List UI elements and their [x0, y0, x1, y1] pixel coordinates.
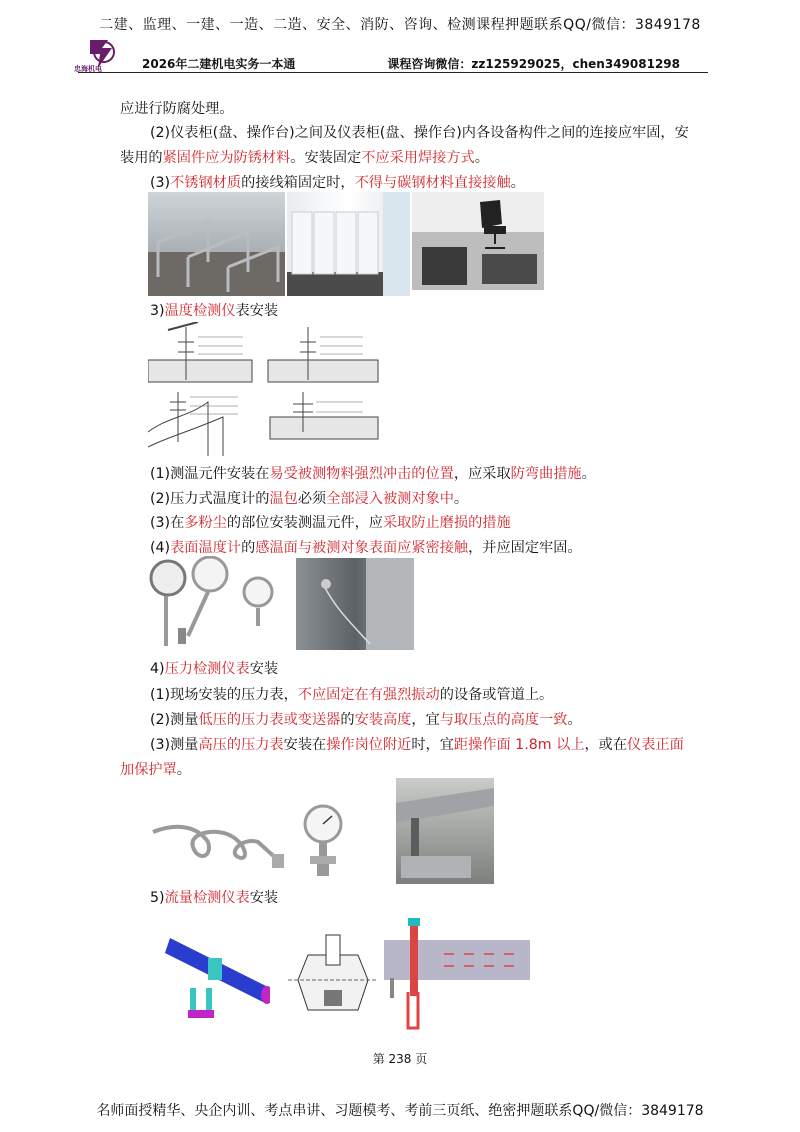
- paragraph-line: (2)测量低压的压力表或变送器的安装高度，宜与取压点的高度一致。: [150, 712, 582, 728]
- paragraph-line: (3)在多粉尘的部位安装测温元件，应采取防止磨损的措施: [150, 515, 511, 531]
- paragraph-line: (1)现场安装的压力表，不应固定在有强烈振动的设备或管道上。: [150, 687, 554, 703]
- section-heading: 4)压力检测仪表安装: [150, 661, 279, 677]
- top-banner: 二建、监理、一建、一造、二造、安全、消防、咨询、检测课程押题联系QQ/微信：3849178: [99, 17, 701, 33]
- section-heading: 5)流量检测仪表安装: [150, 890, 279, 906]
- bottom-banner: 名师面授精华、央企内训、考点串讲、习题模考、考前三页纸、绝密押题联系QQ/微信：3849178: [96, 1103, 704, 1119]
- diagram-flowmeter-3d: [150, 928, 270, 1033]
- photo-cabinet-row: [287, 192, 410, 296]
- photo-siphon-coil: [148, 812, 288, 872]
- paragraph-line: (3)不锈钢材质的接线箱固定时，不得与碳钢材料直接接触。: [150, 175, 525, 191]
- paragraph-line: 应进行防腐处理。: [120, 101, 234, 117]
- photo-pressure-gauge: [300, 800, 346, 880]
- photo-gauge-installation: [396, 778, 494, 884]
- diagram-orifice-flowmeter: [384, 918, 530, 1034]
- photo-dial-thermometers: [148, 556, 278, 652]
- photo-cabinet-frames: [148, 192, 285, 296]
- page-number: 第 238 页: [372, 1052, 428, 1066]
- paragraph-line: 加保护罩。: [120, 762, 191, 778]
- logo-text: 忠海机电: [74, 65, 102, 73]
- paragraph-line: (2)仪表柜(盘、操作台)之间及仪表柜(盘、操作台)内各设备构件之间的连接应牢固，安: [150, 125, 689, 141]
- header-title: 2026年二建机电实务一本通: [142, 57, 296, 71]
- paragraph-line: (3)测量高压的压力表安装在操作岗位附近时，宜距操作面 1.8m 以上，或在仪表正面: [150, 737, 684, 753]
- photo-surface-thermometer: [296, 558, 414, 650]
- diagram-thermometer-install: [148, 322, 380, 456]
- paragraph-line: (1)测温元件安装在易受被测物料强烈冲击的位置，应采取防弯曲措施。: [150, 466, 596, 482]
- diagram-flowmeter-section: [288, 930, 378, 1030]
- photo-raised-floor: [412, 192, 544, 290]
- header-contact: 课程咨询微信：zz125929025，chen349081298: [387, 57, 680, 71]
- paragraph-line: (4)表面温度计的感温面与被测对象表面应紧密接触，并应固定牢固。: [150, 540, 582, 556]
- section-heading: 3)温度检测仪表安装: [150, 303, 279, 319]
- paragraph-line: 装用的紧固件应为防锈材料。安装固定不应采用焊接方式。: [120, 150, 489, 166]
- paragraph-line: (2)压力式温度计的温包必须全部浸入被测对象中。: [150, 491, 469, 507]
